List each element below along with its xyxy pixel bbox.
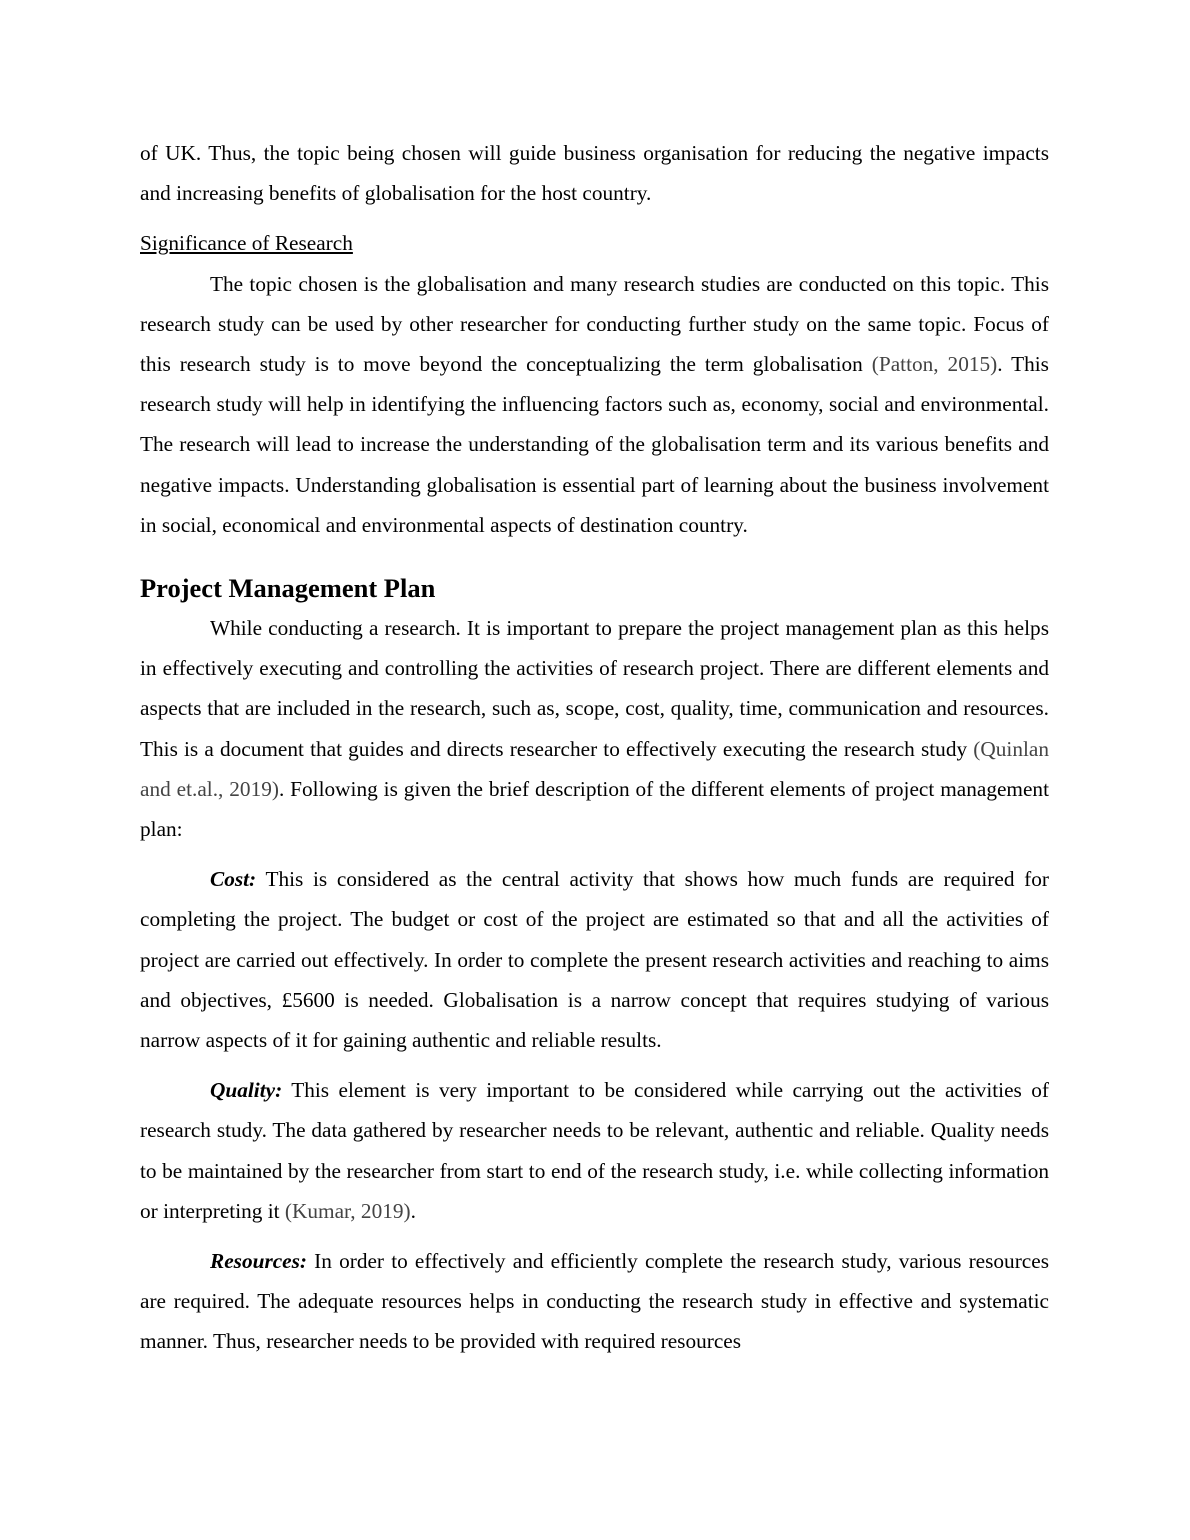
significance-heading: Significance of Research [140, 231, 353, 256]
quality-term: Quality: [210, 1078, 283, 1103]
resources-term: Resources: [210, 1249, 308, 1274]
cost-term: Cost: [210, 867, 257, 892]
intro-text: of UK. Thus, the topic being chosen will guide business organisation for reducing the negative impacts and increasing benefits of globalisation for the host country. [140, 141, 1049, 206]
citation-patton: (Patton, 2015) [871, 352, 998, 377]
pmp-text-b: . Following is given the brief description of the different elements of project management plan: [140, 776, 1049, 842]
significance-text-a: The topic chosen is the globalisation and many research studies are conducted on this topic. This research study can be used by other researcher for conducting further study on the same topic. Focus of this research study is to move beyond the conceptualizing the term globalisation [140, 271, 1049, 377]
significance-text-b: . This research study will help in identifying the influencing factors such as, economy, social and environmental. The research will lead to increase the understanding of the globalisation term and its various benefits and negative impacts. Understanding globalisation is essential part of learning about the business involvement in social, economical and environmental aspects of destination country. [140, 352, 1049, 537]
resources-paragraph [140, 1241, 1049, 1362]
quality-paragraph [140, 1070, 1049, 1231]
pmp-paragraph [140, 608, 1049, 849]
document-page [140, 133, 1049, 1362]
pmp-text-a: While conducting a research. It is important to prepare the project management plan as this helps in effectively executing and controlling the activities of research project. There are different elements and aspects that are included in the research, such as, scope, cost, quality, time, communication and resources. This is a document that guides and directs researcher to effectively executing the research study [140, 616, 1049, 761]
cost-paragraph [140, 859, 1049, 1060]
citation-kumar: (Kumar, 2019) [284, 1198, 411, 1223]
citation-quinlan: (Quinlan and et.al., 2019) [140, 736, 1049, 801]
resources-text: In order to effectively and efficiently complete the research study, various resources are required. The adequate resources helps in conducting the research study in effective and systematic manner. Thus, researcher needs to be provided with required resources [140, 1249, 1049, 1354]
cost-text: This is considered as the central activity that shows how much funds are required for completing the project. The budget or cost of the project are estimated so that and all the activities of project are carried out effectively. In order to complete the present research activities and reaching to aims and objectives, £5600 is needed. Globalisation is a narrow concept that requires studying of various narrow aspects of it for gaining authentic and reliable results. [140, 867, 1049, 1053]
quality-end: . [410, 1198, 416, 1223]
quality-text: This element is very important to be considered while carrying out the activities of research study. The data gathered by researcher needs to be relevant, authentic and reliable. Quality needs to be maintained by the researcher from start to end of the research study, i.e. while collecting information or interpreting it [140, 1078, 1049, 1223]
significance-paragraph [140, 264, 1049, 545]
intro-paragraph [140, 133, 1049, 213]
pmp-heading: Project Management Plan [140, 573, 436, 604]
